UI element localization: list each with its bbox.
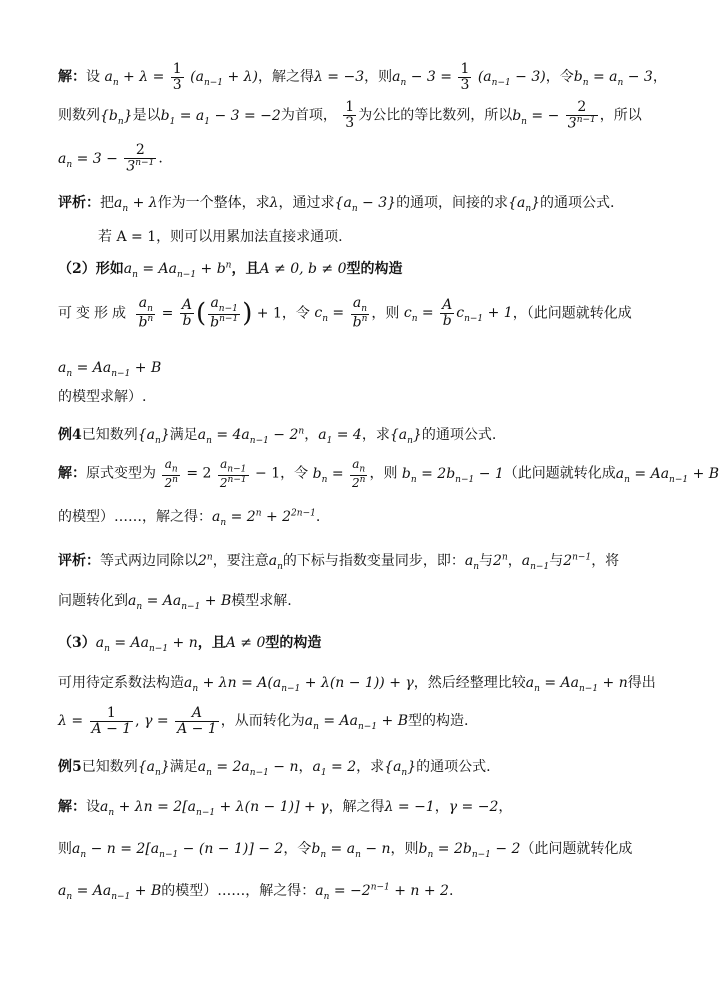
- model-formula: $a_n = Aa_{n-1} + B$: [58, 360, 162, 379]
- solution-4-line-2: 的模型）……，解之得：$a_n = 2^n + 2^{2n-1}$.: [58, 508, 321, 528]
- solution-5-line-1: 解：设$a_n + \lambda n = 2[a_{n-1} + \lambda(n - 1)] + \gamma$，解之得λ = −1，γ = −2，: [58, 799, 513, 818]
- example-5: 例5已知数列$\{a_n\}$满足$a_n = 2a_{n-1} - n$，$a_1 = 2$，求$\{a_n\}$的通项公式.: [58, 759, 491, 778]
- solution-line-3: $a_n = 3$ − $\frac{2}{3^{n-1}}$ .: [58, 142, 163, 175]
- fraction: $\frac{1}{3}$: [172, 61, 182, 93]
- review-line-1: 评析：把$a_n + \lambda$作为一个整体，求λ，通过求$\{a_n - 3\}$的通项，间接的求$\{a_n\}$的通项公式.: [58, 195, 615, 214]
- solution-4-line-1: 解：原式变型为 $\frac{a_n}{2^n}$ = 2 $\frac{a_{n-1}}{2^{n-1}}$ − 1，令 $b_n$ = $\frac{a_n}{2^n}$ ，则 $b_n = 2b_{n-1} - 1$（此问题就转化成$a_n = Aa_{n-1} + B$: [58, 457, 719, 490]
- solution-label: 解：: [58, 69, 86, 86]
- solution-line-1: 解：设 $a_n + \lambda$ = $\frac{1}{3}$ $(a_{n-1} + \lambda)$，解之得λ = −3，则$a_n - 3$ = $\frac{1}{3}$ $(a_{n-1} - 3)$，令$b_n = a_n - 3$，: [58, 61, 667, 93]
- review-line-2: 若 A = 1，则可以用累加法直接求通项.: [98, 229, 343, 245]
- method-line-2: λ = $\frac{1}{A - 1}$ , γ = $\frac{A}{A - 1}$ ，从而转化为$a_n = Aa_{n-1} + B$型的构造.: [58, 705, 469, 737]
- section-heading-3: $(3)a_n = Aa_{n-1} + n$，且A ≠ 0型的构造: [58, 635, 322, 654]
- solution-line-2: 则数列$\{b_n\}$是以$b_1 = a_1 - 3 = -2$为首项， $\frac{1}{3}$ 为公比的等比数列，所以$b_n$ = − $\frac{2}{3^{n-1}}$ ，所以: [58, 99, 642, 132]
- solution-5-line-3: $a_n = Aa_{n-1} + B$的模型）……，解之得：$a_n = -2^{n-1} + n + 2$.: [58, 882, 454, 902]
- section-heading-2: （2）形如$a_n = Aa_{n-1} + b^n$，且A ≠ 0, b ≠ 0型的构造: [58, 260, 403, 280]
- review-4-line-2: 问题转化到$a_n = Aa_{n-1} + B$模型求解.: [58, 593, 292, 612]
- example-4-label: 例4: [58, 427, 82, 443]
- example-4: 例4已知数列$\{a_n\}$满足$a_n = 4a_{n-1} - 2^n$，$a_1 = 4$，求$\{a_n\}$的通项公式.: [58, 426, 497, 446]
- formula: $a_n + \lambda$ =: [104, 69, 165, 88]
- model-note: 的模型求解）.: [58, 389, 147, 405]
- review-label: 评析：: [58, 195, 100, 211]
- example-5-label: 例5: [58, 759, 82, 775]
- review-4-line-1: 评析：等式两边同除以2$^n$，要注意$a_n$的下标与指数变量同步，即：$a_n$与2$^n$，$a_{n-1}$与$2^{n-1}$，将: [58, 552, 620, 572]
- solution-5-line-2: 则$a_n - n = 2[a_{n-1} - (n - 1)] - 2$，令$b_n = a_n - n$，则$b_n = 2b_{n-1} - 2$（此问题就转化成: [58, 841, 633, 860]
- method-line-1: 可用待定系数法构造$a_n + \lambda n = A(a_{n-1} + \lambda(n - 1)) + \gamma$，然后经整理比较$a_n = Aa_{n-1} + n$得出: [58, 675, 656, 694]
- variation-line: 可变形成 $\frac{a_n}{b^n}$ = $\frac{A}{b}$ ( $\frac{a_{n-1}}{b^{n-1}}$ ) + 1，令 $c_n$ = $\frac{a_n}{b^n}$ ，则 $c_n$ = $\frac{A}{b}$ $c_{n-1} + 1$，（此问题就转化成: [58, 295, 632, 331]
